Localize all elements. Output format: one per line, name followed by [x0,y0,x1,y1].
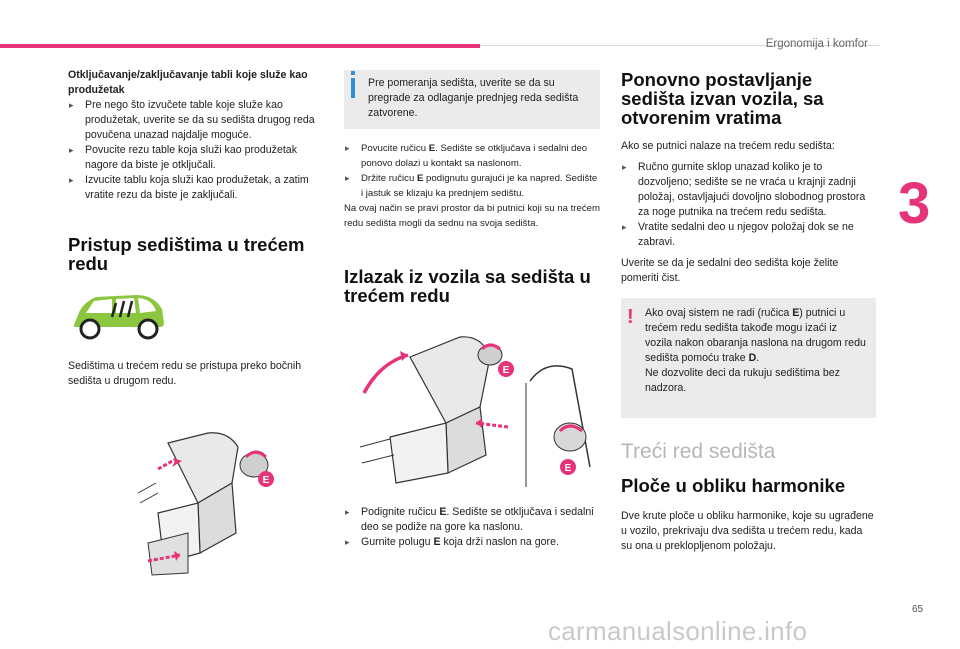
list-item: ▸ Ručno gurnite sklop unazad koliko je to dozvoljeno; sedište se ne vraća u krajnji zadnji položaj, ostavljajući dovoljno slobodnog prostora za noge putnika na trećem redu sedišta. [621,160,876,220]
warning-text: Ako ovaj sistem ne radi (ručica E) putnici u trećem redu sedišta takođe mogu izaći iz vozila nakon obaranja naslona na drugom redu sedišta pomoću trake D. [645,307,866,364]
chapter-number: 3 [898,171,931,236]
reset-bullets [621,160,876,250]
watermark: carmanualsonline.info [548,616,808,646]
warning-line-2: Ne dozvolite deci da rukuju sedištima bez nadzora. [645,367,840,394]
column-middle [344,70,600,550]
page-number: 65 [912,604,924,615]
section-title: Ergonomija i komfor [765,38,868,50]
third-row-title: Treći red sedišta [621,440,776,463]
list-item: ▸ Izvucite tablu koja služi kao produžetak, a zatim vratite rezu da biste je zaključali. [68,173,320,203]
car-icon [68,289,320,341]
warning-box [621,298,876,418]
list-item: ▸ Povucite ručicu E. Sedište se otključava i sedalni deo ponovo dolazi u kontakt sa naslonom. [344,141,600,171]
warning-icon: ! [627,306,634,328]
list-item: ▸ Vratite sedalni deo u njegov položaj dok se ne zabravi. [621,220,876,250]
info-box [344,70,600,129]
figure-label-e: E [564,463,572,474]
list-item: ▸ Gurnite polugu E koja drži naslon na gore. [344,535,600,550]
figure-label-e: E [502,365,510,376]
reset-note: Uverite se da je sedalni deo sedišta koje želite pomeriti čist. [621,257,839,284]
info-text: Pre pomeranja sedišta, uverite se da su pregrade za odlaganje prednjeg reda sedišta zatvorene. [368,77,579,119]
header-accent-bar [0,44,480,48]
table-bullets [68,98,320,203]
list-item: ▸ Držite ručicu E podignutu gurajući je ka napred. Sedište i jastuk se klizaju ka prednjem sedištu. [344,171,600,201]
list-item: ▸ Povucite rezu table koja služi kao produžetak nagore da biste je otključali. [68,143,320,173]
seat-illustration-1 [128,423,320,578]
exit-title: Izlazak iz vozila sa sedišta u trećem redu [344,266,591,306]
list-item: ▸ Podignite ručicu E. Sedište se otključava i sedalni deo se podiže na gore ka naslonu. [344,505,600,535]
list-item: ▸ Pre nego što izvučete table koje služe kao produžetak, uverite se da su sedišta drugog reda povučena unazad najdalje moguće. [68,98,320,143]
reset-intro: Ako se putnici nalaze na trećem redu sedišta: [621,140,835,152]
access-title: Pristup sedištima u trećem redu [68,234,305,274]
accordion-title: Ploče u obliku harmonike [621,475,846,496]
column-right [621,70,876,554]
table-heading: Otključavanje/zaključavanje tabli koje služe kao produžetak [68,69,308,96]
seat-illustration-2 [350,327,600,495]
reset-title: Ponovno postavljanje sedišta izvan vozila, sa otvorenim vratima [621,69,824,128]
figure-label-e: E [262,475,270,486]
accordion-text: Dve krute ploče u obliku harmonike, koje su ugrađene u vozilo, prekrivaju dva sedišta u trećem redu, kada su ona u preklopljenom položaju. [621,510,874,552]
info-icon [351,78,355,98]
seat-bullets [344,141,600,201]
access-text: Sedištima u trećem redu se pristupa preko bočnih sedišta u drugom redu. [68,360,302,387]
exit-bullets [344,505,600,550]
space-note: Na ovaj način se pravi prostor da bi putnici koji su na trećem redu sedišta mogli da sednu na svoja sedišta. [344,203,600,229]
column-left [68,68,320,578]
